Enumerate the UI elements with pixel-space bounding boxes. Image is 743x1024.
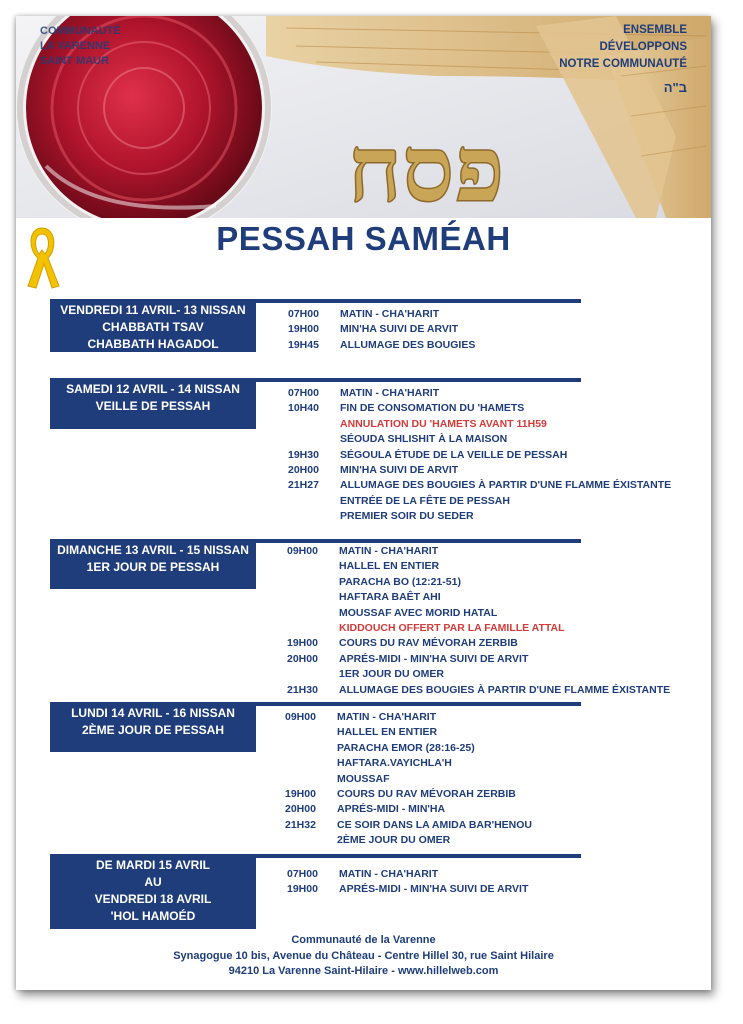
page-title: PESSAH SAMÉAH <box>216 220 511 257</box>
schedule-time: 07H00 <box>288 387 319 399</box>
schedule-text: HAFTARA BAÊT AHI <box>339 591 441 604</box>
day-label-line: VENDREDI 11 AVRIL- 13 NISSAN <box>60 303 246 317</box>
schedule-text: MATIN - CHA'HARIT <box>339 868 439 880</box>
schedule-text: MIN'HA SUIVI DE ARVIT <box>340 323 459 336</box>
schedule-time: 07H00 <box>287 868 318 880</box>
schedule-text: 2ÈME JOUR DU OMER <box>337 834 451 847</box>
schedule-text: PARACHA EMOR (28:16-25) <box>337 741 475 754</box>
schedule-time: 21H27 <box>288 479 319 492</box>
schedule-time: 20H00 <box>287 652 318 665</box>
schedule-highlight: ANNULATION DU 'HAMETS AVANT 11H59 <box>340 417 547 430</box>
schedule-text: SÉOUDA SHLISHIT À LA MAISON <box>340 433 508 446</box>
schedule-time: 10H40 <box>288 402 319 415</box>
schedule-text: HALLEL EN ENTIER <box>337 726 438 739</box>
footer-line: 94210 La Varenne Saint-Hilaire - www.hillelweb.com <box>228 965 499 977</box>
day-label-line: DE MARDI 15 AVRIL <box>95 858 210 872</box>
schedule-text: PARACHA BO (12:21-51) <box>339 575 461 588</box>
schedule-time: 09H00 <box>285 711 316 723</box>
schedule-text: COURS DU RAV MÉVORAH ZERBIB <box>337 787 516 800</box>
schedule-time: 19H30 <box>288 448 319 461</box>
day-label-line: LUNDI 14 AVRIL - 16 NISSAN <box>71 706 235 720</box>
footer-line: Communauté de la Varenne <box>291 934 436 946</box>
schedule-time: 20H00 <box>285 803 316 816</box>
schedule-time: 09H00 <box>287 545 318 557</box>
schedule-time: 07H00 <box>288 308 319 320</box>
schedule-text: ALLUMAGE DES BOUGIES <box>340 338 476 351</box>
schedule-highlight: KIDDOUCH OFFERT PAR LA FAMILLE ATTAL <box>339 621 565 634</box>
schedule-text: ALLUMAGE DES BOUGIES À PARTIR D'UNE FLAMME ÉXISTANTE <box>339 683 671 696</box>
footer-line: Synagogue 10 bis, Avenue du Château - Centre Hillel 30, rue Saint Hilaire <box>173 949 554 962</box>
schedule-text: HAFTARA.VAYICHLA'H <box>337 757 452 770</box>
day-label-box <box>50 702 256 752</box>
day-label-line: VENDREDI 18 AVRIL <box>94 892 212 906</box>
schedule-time: 21H32 <box>285 818 316 831</box>
schedule-text: ALLUMAGE DES BOUGIES À PARTIR D'UNE FLAMME ÉXISTANTE <box>340 479 672 492</box>
day-label-line: DIMANCHE 13 AVRIL - 15 NISSAN <box>57 543 249 557</box>
schedule-text: MOUSSAF <box>337 772 390 785</box>
footer-address <box>16 933 711 980</box>
day-label-line: SAMEDI 12 AVRIL - 14 NISSAN <box>66 382 240 396</box>
schedule-time: 19H00 <box>287 637 318 650</box>
schedule-text: APRÉS-MIDI - MIN'HA <box>337 803 446 816</box>
schedule-text: CE SOIR DANS LA AMIDA BAR'HENOU <box>337 818 532 831</box>
schedule-time: 19H00 <box>287 883 318 896</box>
slogan-line: DÉVELOPPONS <box>599 41 687 53</box>
day-label-line: CHABBATH HAGADOL <box>87 337 219 351</box>
day-label-line: AU <box>144 875 162 889</box>
community-name-line: SAINT MAUR <box>40 55 110 67</box>
day-label-line: 'HOL HAMOÉD <box>110 909 196 923</box>
schedule-text: MATIN - CHA'HARIT <box>339 545 439 557</box>
schedule-text: SÉGOULA ÉTUDE DE LA VEILLE DE PESSAH <box>340 448 568 461</box>
schedule-time: 19H00 <box>285 787 316 800</box>
bh-mark: ב"ה <box>663 80 687 95</box>
day-label-line: VEILLE DE PESSAH <box>95 399 211 413</box>
community-slogan <box>559 22 687 96</box>
schedule-text: ENTRÉE DE LA FÊTE DE PESSAH <box>340 494 510 507</box>
schedule-text: MATIN - CHA'HARIT <box>340 387 440 399</box>
day-label-line: 2ÈME JOUR DE PESSAH <box>81 723 225 737</box>
svg-text:פסח: פסח <box>347 115 505 218</box>
slogan-line: NOTRE COMMUNAUTÉ <box>559 58 687 70</box>
schedule-time: 19H45 <box>288 338 319 351</box>
day-label-box <box>50 378 256 429</box>
schedule-text: APRÉS-MIDI - MIN'HA SUIVI DE ARVIT <box>339 883 529 896</box>
schedule-time: 21H30 <box>287 683 318 696</box>
schedule-text: 1ER JOUR DU OMER <box>339 668 445 681</box>
day-label-box <box>50 854 256 929</box>
community-name-line: COMMUNAUTÉ <box>40 25 121 37</box>
day-label-box <box>50 539 256 589</box>
schedule-text: MATIN - CHA'HARIT <box>337 711 437 723</box>
schedule-text: COURS DU RAV MÉVORAH ZERBIB <box>339 637 518 650</box>
schedule-text: HALLEL EN ENTIER <box>339 560 440 573</box>
day-label-line: 1ER JOUR DE PESSAH <box>86 560 220 574</box>
schedule-time: 20H00 <box>288 463 319 476</box>
schedule-text: MIN'HA SUIVI DE ARVIT <box>340 463 459 476</box>
hero-photo <box>16 16 711 218</box>
schedule-text: FIN DE CONSOMATION DU 'HAMETS <box>340 402 525 415</box>
schedule-text: PREMIER SOIR DU SEDER <box>340 510 474 523</box>
embroidered-pessah-text <box>348 115 505 218</box>
schedule-time: 19H00 <box>288 323 319 336</box>
flyer-sheet <box>16 16 711 990</box>
day-label-line: CHABBATH TSAV <box>102 320 204 334</box>
schedule-text: APRÉS-MIDI - MIN'HA SUIVI DE ARVIT <box>339 652 529 665</box>
community-name-line: LA VARENNE <box>40 40 111 52</box>
schedule-text: MATIN - CHA'HARIT <box>340 308 440 320</box>
community-name <box>40 24 121 69</box>
schedule-text: MOUSSAF AVEC MORID HATAL <box>339 606 498 619</box>
day-label-box <box>50 299 256 352</box>
slogan-line: ENSEMBLE <box>623 24 687 36</box>
